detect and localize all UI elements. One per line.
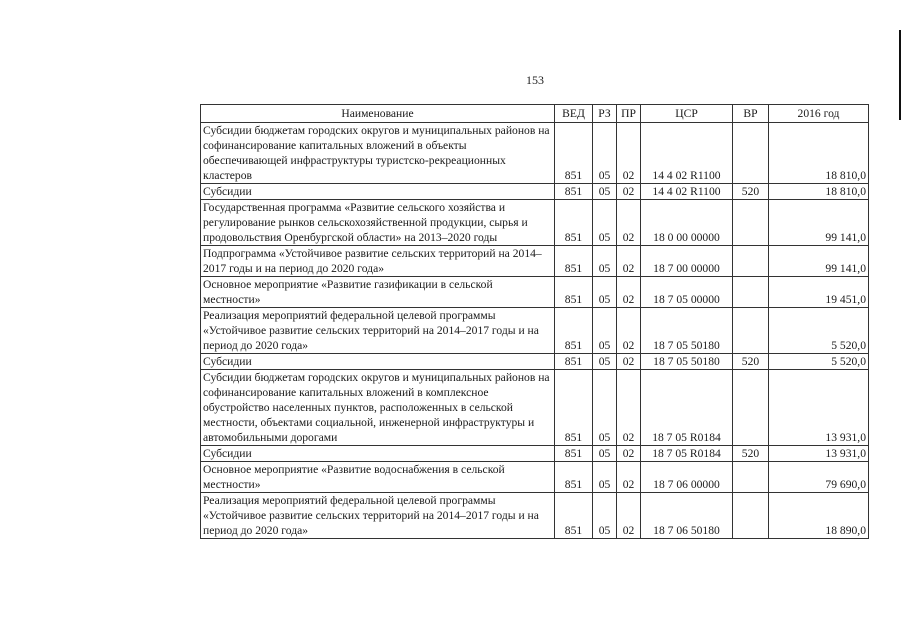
row-pr: 02 xyxy=(617,200,641,246)
row-amount: 99 141,0 xyxy=(769,200,869,246)
row-pr: 02 xyxy=(617,308,641,354)
header-rz: РЗ xyxy=(593,105,617,123)
row-amount: 99 141,0 xyxy=(769,246,869,277)
row-rz: 05 xyxy=(593,446,617,462)
table-row xyxy=(201,493,869,539)
row-pr: 02 xyxy=(617,370,641,446)
table-row xyxy=(201,308,869,354)
scan-edge-mark xyxy=(899,30,901,120)
row-name: Основное мероприятие «Развитие газификации в сельской местности» xyxy=(201,277,555,308)
row-csr: 18 7 05 50180 xyxy=(641,354,733,370)
row-pr: 02 xyxy=(617,493,641,539)
row-pr: 02 xyxy=(617,184,641,200)
row-csr: 18 7 06 50180 xyxy=(641,493,733,539)
row-vr xyxy=(733,462,769,493)
row-ved: 851 xyxy=(555,123,593,184)
row-amount: 18 810,0 xyxy=(769,184,869,200)
row-rz: 05 xyxy=(593,200,617,246)
row-vr: 520 xyxy=(733,446,769,462)
row-name: Реализация мероприятий федеральной целевой программы «Устойчивое развитие сельских территорий на 2014–2017 годы и на период до 2020 года» xyxy=(201,493,555,539)
row-pr: 02 xyxy=(617,354,641,370)
row-ved: 851 xyxy=(555,246,593,277)
row-rz: 05 xyxy=(593,370,617,446)
row-pr: 02 xyxy=(617,123,641,184)
row-vr: 520 xyxy=(733,184,769,200)
row-amount: 19 451,0 xyxy=(769,277,869,308)
table-row xyxy=(201,246,869,277)
row-rz: 05 xyxy=(593,493,617,539)
row-rz: 05 xyxy=(593,308,617,354)
row-rz: 05 xyxy=(593,123,617,184)
row-ved: 851 xyxy=(555,200,593,246)
row-name: Подпрограмма «Устойчивое развитие сельских территорий на 2014–2017 годы и на период до 2020 года» xyxy=(201,246,555,277)
row-name: Субсидии xyxy=(201,184,555,200)
row-vr xyxy=(733,308,769,354)
row-amount: 5 520,0 xyxy=(769,308,869,354)
row-name: Субсидии xyxy=(201,354,555,370)
header-vr: ВР xyxy=(733,105,769,123)
row-pr: 02 xyxy=(617,446,641,462)
row-amount: 18 890,0 xyxy=(769,493,869,539)
row-ved: 851 xyxy=(555,354,593,370)
row-csr: 18 0 00 00000 xyxy=(641,200,733,246)
row-amount: 13 931,0 xyxy=(769,370,869,446)
row-pr: 02 xyxy=(617,462,641,493)
row-pr: 02 xyxy=(617,277,641,308)
row-name: Субсидии бюджетам городских округов и муниципальных районов на софинансирование капитальных вложений в комплексное обустройство населенных пунктов, расположенных в сельской местности, объектами социальной, инженерной инфраструктуры и автомобильными дорогами xyxy=(201,370,555,446)
table-row xyxy=(201,462,869,493)
budget-table xyxy=(200,104,869,539)
row-csr: 14 4 02 R1100 xyxy=(641,184,733,200)
header-name: Наименование xyxy=(201,105,555,123)
row-vr xyxy=(733,493,769,539)
row-ved: 851 xyxy=(555,308,593,354)
row-csr: 18 7 06 00000 xyxy=(641,462,733,493)
header-year: 2016 год xyxy=(769,105,869,123)
header-pr: ПР xyxy=(617,105,641,123)
table-row xyxy=(201,184,869,200)
row-name: Государственная программа «Развитие сельского хозяйства и регулирование рынков сельскохозяйственной продукции, сырья и продовольствия Оренбургской области» на 2013–2020 годы xyxy=(201,200,555,246)
table-row xyxy=(201,200,869,246)
row-vr: 520 xyxy=(733,354,769,370)
table-row xyxy=(201,123,869,184)
row-vr xyxy=(733,246,769,277)
row-ved: 851 xyxy=(555,277,593,308)
row-amount: 13 931,0 xyxy=(769,446,869,462)
row-rz: 05 xyxy=(593,354,617,370)
row-csr: 18 7 05 R0184 xyxy=(641,446,733,462)
row-name: Субсидии бюджетам городских округов и муниципальных районов на софинансирование капитальных вложений в объекты обеспечивающей инфраструктуры туристско-рекреационных кластеров xyxy=(201,123,555,184)
table-row xyxy=(201,277,869,308)
row-ved: 851 xyxy=(555,462,593,493)
row-amount: 79 690,0 xyxy=(769,462,869,493)
table-header-row xyxy=(201,105,869,123)
table-row xyxy=(201,370,869,446)
row-name: Субсидии xyxy=(201,446,555,462)
table-row xyxy=(201,446,869,462)
row-ved: 851 xyxy=(555,370,593,446)
row-rz: 05 xyxy=(593,184,617,200)
row-ved: 851 xyxy=(555,446,593,462)
row-ved: 851 xyxy=(555,184,593,200)
row-amount: 5 520,0 xyxy=(769,354,869,370)
row-vr xyxy=(733,123,769,184)
header-ved: ВЕД xyxy=(555,105,593,123)
page-number: 153 xyxy=(526,73,544,87)
row-rz: 05 xyxy=(593,462,617,493)
table-row xyxy=(201,354,869,370)
row-csr: 18 7 00 00000 xyxy=(641,246,733,277)
row-csr: 14 4 02 R1100 xyxy=(641,123,733,184)
row-pr: 02 xyxy=(617,246,641,277)
row-csr: 18 7 05 50180 xyxy=(641,308,733,354)
row-vr xyxy=(733,370,769,446)
row-vr xyxy=(733,277,769,308)
row-csr: 18 7 05 00000 xyxy=(641,277,733,308)
row-vr xyxy=(733,200,769,246)
row-rz: 05 xyxy=(593,246,617,277)
row-name: Основное мероприятие «Развитие водоснабжения в сельской местности» xyxy=(201,462,555,493)
row-csr: 18 7 05 R0184 xyxy=(641,370,733,446)
row-ved: 851 xyxy=(555,493,593,539)
row-rz: 05 xyxy=(593,277,617,308)
row-amount: 18 810,0 xyxy=(769,123,869,184)
header-csr: ЦСР xyxy=(641,105,733,123)
row-name: Реализация мероприятий федеральной целевой программы «Устойчивое развитие сельских территорий на 2014–2017 годы и на период до 2020 года» xyxy=(201,308,555,354)
